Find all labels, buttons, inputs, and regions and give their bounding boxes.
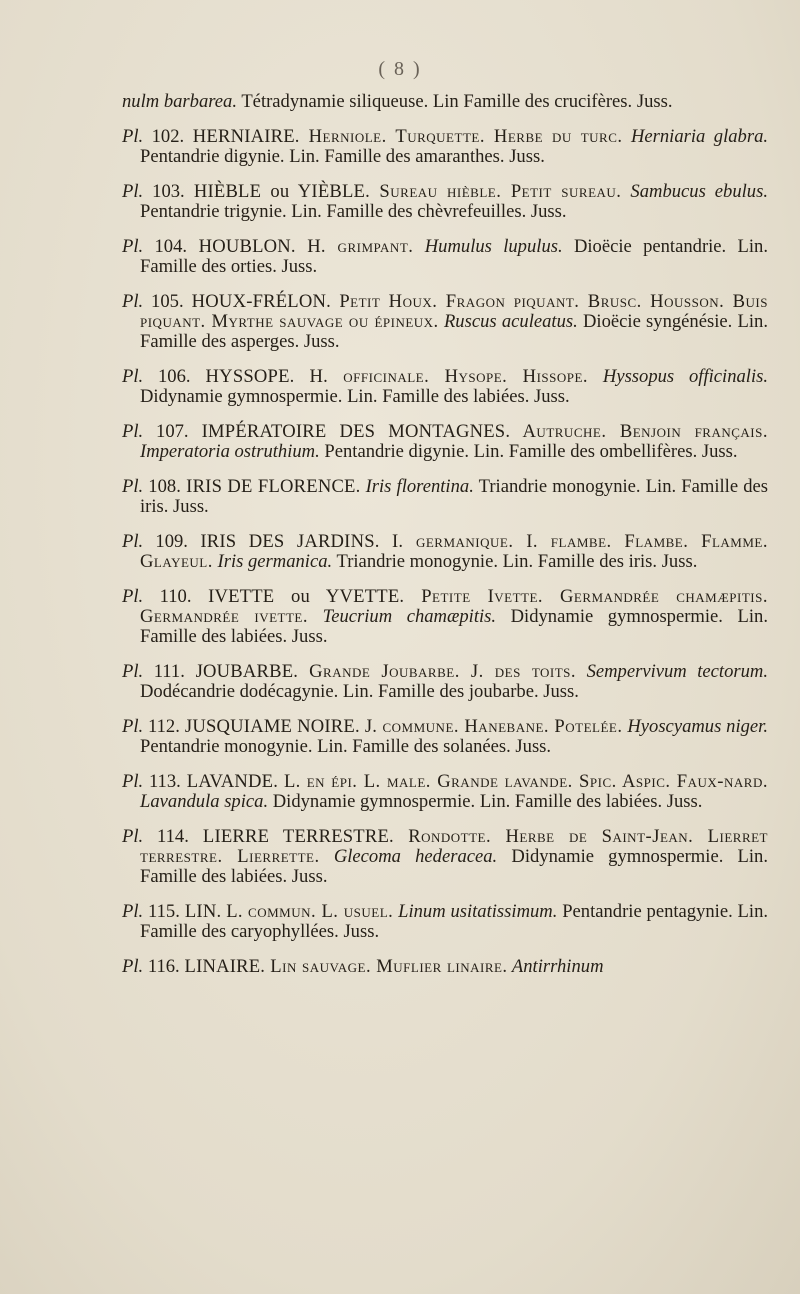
entry-pl: Pl. bbox=[122, 366, 144, 387]
entry-head: LAVANDE. L. bbox=[180, 771, 301, 792]
entry-106 bbox=[122, 367, 768, 407]
entry-head: LIN. L. bbox=[179, 901, 243, 922]
entry-103 bbox=[122, 182, 768, 222]
intro-entry bbox=[122, 92, 768, 112]
entry-latin: Herniaria glabra. bbox=[622, 126, 769, 147]
entry-head: IRIS DES JARDINS. I. bbox=[187, 531, 404, 552]
entry-text: Pentandrie trigynie. Lin. Famille des chèvrefeuilles. Juss. bbox=[140, 201, 567, 222]
entry-pl: Pl. bbox=[122, 291, 144, 312]
entry-num: 105. bbox=[143, 291, 184, 312]
page-number: ( 8 ) bbox=[378, 58, 422, 80]
entry-pl: Pl. bbox=[122, 956, 144, 977]
entry-head: JUSQUIAME NOIRE. J. bbox=[179, 716, 378, 737]
entry-text: Dioëcie pentandrie. Lin. Famille des orties. Juss. bbox=[140, 236, 768, 277]
entry-pl: Pl. bbox=[122, 826, 144, 847]
entry-112 bbox=[122, 717, 768, 757]
intro-latin: nulm barbarea. bbox=[122, 91, 238, 112]
entry-num: 110. bbox=[143, 586, 192, 607]
entry-text: Dodécandrie dodécagynie. Lin. Famille des joubarbe. Juss. bbox=[140, 681, 579, 702]
entry-num: 108. bbox=[143, 476, 181, 497]
entry-latin: Ruscus aculeatus. bbox=[438, 311, 578, 332]
entry-num: 104. bbox=[143, 236, 188, 257]
entry-num: 111. bbox=[143, 661, 185, 682]
entry-latin: Iris germanica. bbox=[212, 551, 333, 572]
entry-synonyms: Lin sauvage. Muflier linaire. bbox=[265, 956, 508, 977]
entry-latin: Sambucus ebulus. bbox=[621, 181, 768, 202]
entry-104 bbox=[122, 237, 768, 277]
entry-synonyms: commun. L. usuel. bbox=[242, 901, 394, 922]
entry-synonyms: Autruche. Benjoin français. bbox=[510, 421, 769, 442]
entry-111 bbox=[122, 662, 768, 702]
entry-text: Didynamie gymnospermie. Lin. Famille des labiées. Juss. bbox=[268, 791, 703, 812]
entry-head: HYSSOPE. H. bbox=[190, 366, 328, 387]
entry-num: 109. bbox=[143, 531, 188, 552]
entry-107 bbox=[122, 422, 768, 462]
entry-num: 113. bbox=[143, 771, 181, 792]
entry-pl: Pl. bbox=[122, 716, 144, 737]
entry-head: IVETTE ou YVETTE. bbox=[191, 586, 405, 607]
entry-114 bbox=[122, 827, 768, 887]
entry-num: 115. bbox=[143, 901, 180, 922]
entry-num: 103. bbox=[143, 181, 185, 202]
entry-text: Pentandrie pentagynie. Lin. Famille des caryophyllées. Juss. bbox=[140, 901, 769, 942]
entry-102 bbox=[122, 127, 768, 167]
entry-pl: Pl. bbox=[122, 661, 144, 682]
entry-pl: Pl. bbox=[122, 236, 144, 257]
entry-num: 116. bbox=[143, 956, 180, 977]
entry-num: 112. bbox=[143, 716, 180, 737]
entry-head: IMPÉRATOIRE DES MONTAGNES. bbox=[188, 421, 511, 442]
entry-synonyms: en épi. L. male. Grande lavande. Spic. Aspic. Faux-nard. bbox=[300, 771, 768, 792]
entry-synonyms: Petite Ivette. Germandrée chamæpitis. Germandrée ivette. bbox=[140, 586, 769, 627]
entry-latin: Iris florentina. bbox=[360, 476, 474, 497]
entry-num: 106. bbox=[143, 366, 191, 387]
entry-latin: Imperatoria ostruthium. bbox=[140, 441, 320, 462]
entry-pl: Pl. bbox=[122, 126, 144, 147]
entry-latin: Sempervivum tectorum. bbox=[576, 661, 768, 682]
entry-synonyms: Sureau hièble. Petit sureau. bbox=[369, 181, 622, 202]
entry-num: 114. bbox=[143, 826, 189, 847]
entry-latin: Hyssopus officinalis. bbox=[588, 366, 769, 387]
entry-110 bbox=[122, 587, 768, 647]
entry-head: LIERRE TERRESTRE. bbox=[188, 826, 394, 847]
entry-115 bbox=[122, 902, 768, 942]
entry-pl: Pl. bbox=[122, 586, 144, 607]
entry-synonyms: officinale. Hysope. Hissope. bbox=[327, 366, 589, 387]
entry-text: Didynamie gymnospermie. Lin. Famille des labiées. Juss. bbox=[140, 846, 768, 887]
entry-latin: Humulus lupulus. bbox=[413, 236, 563, 257]
entry-105 bbox=[122, 292, 768, 352]
entry-text: Triandrie monogynie. Lin. Famille des iris. Juss. bbox=[332, 551, 698, 572]
entry-text: Triandrie monogynie. Lin. Famille des iris. Juss. bbox=[140, 476, 768, 517]
entry-text: Pentandrie digynie. Lin. Famille des ombellifères. Juss. bbox=[319, 441, 738, 462]
entry-head: HOUBLON. H. bbox=[187, 236, 326, 257]
entry-pl: Pl. bbox=[122, 901, 144, 922]
entry-pl: Pl. bbox=[122, 181, 144, 202]
entry-latin: Antirrhinum bbox=[507, 956, 604, 977]
entry-108 bbox=[122, 477, 768, 517]
entry-synonyms: Petit Houx. Fragon piquant. Brusc. Housson. Buis piquant. Myrthe sauvage ou épineux. bbox=[140, 291, 768, 332]
entry-latin: Teucrium chamæpitis. bbox=[308, 606, 497, 627]
entry-116 bbox=[122, 957, 768, 977]
entry-text: Pentandrie monogynie. Lin. Famille des solanées. Juss. bbox=[140, 736, 552, 757]
entry-synonyms: germanique. I. flambe. Flambe. Flamme. Glayeul. bbox=[140, 531, 768, 572]
entry-pl: Pl. bbox=[122, 421, 144, 442]
entry-head: JOUBARBE. bbox=[184, 661, 299, 682]
entry-text: Didynamie gymnospermie. Lin. Famille des labiées. Juss. bbox=[140, 386, 570, 407]
page-text bbox=[122, 92, 768, 992]
entry-head: HERNIAIRE. bbox=[184, 126, 300, 147]
entry-text: Pentandrie digynie. Lin. Famille des amaranthes. Juss. bbox=[140, 146, 545, 167]
entry-head: IRIS DE FLORENCE. bbox=[180, 476, 361, 497]
entry-109 bbox=[122, 532, 768, 572]
entry-head: HIÈBLE ou YIÈBLE. bbox=[184, 181, 370, 202]
entry-pl: Pl. bbox=[122, 771, 144, 792]
entry-synonyms: grimpant. bbox=[325, 236, 414, 257]
entry-head: HOUX-FRÉLON. bbox=[183, 291, 331, 312]
entry-113 bbox=[122, 772, 768, 812]
entry-synonyms: Rondotte. Herbe de Saint-Jean. Lierret terrestre. Lierrette. bbox=[140, 826, 768, 867]
entry-synonyms: Herniole. Turquette. Herbe du turc. bbox=[299, 126, 623, 147]
entry-latin: Hyoscyamus niger. bbox=[622, 716, 769, 737]
entry-head: LINAIRE. bbox=[179, 956, 266, 977]
entry-num: 107. bbox=[143, 421, 189, 442]
intro-text: Tétradynamie siliqueuse. Lin Famille des crucifères. Juss. bbox=[237, 91, 673, 112]
entry-pl: Pl. bbox=[122, 476, 144, 497]
entry-latin: Lavandula spica. bbox=[140, 791, 269, 812]
entry-text: Dioëcie syngénésie. Lin. Famille des asperges. Juss. bbox=[140, 311, 768, 352]
entry-synonyms: Grande Joubarbe. J. des toits. bbox=[298, 661, 577, 682]
entry-text: Didynamie gymnospermie. Lin. Famille des labiées. Juss. bbox=[140, 606, 768, 647]
entry-pl: Pl. bbox=[122, 531, 144, 552]
entry-synonyms: commune. Hanebane. Potelée. bbox=[377, 716, 623, 737]
entry-latin: Linum usitatissimum. bbox=[393, 901, 558, 922]
entry-latin: Glecoma hederacea. bbox=[319, 846, 498, 867]
entry-num: 102. bbox=[143, 126, 185, 147]
